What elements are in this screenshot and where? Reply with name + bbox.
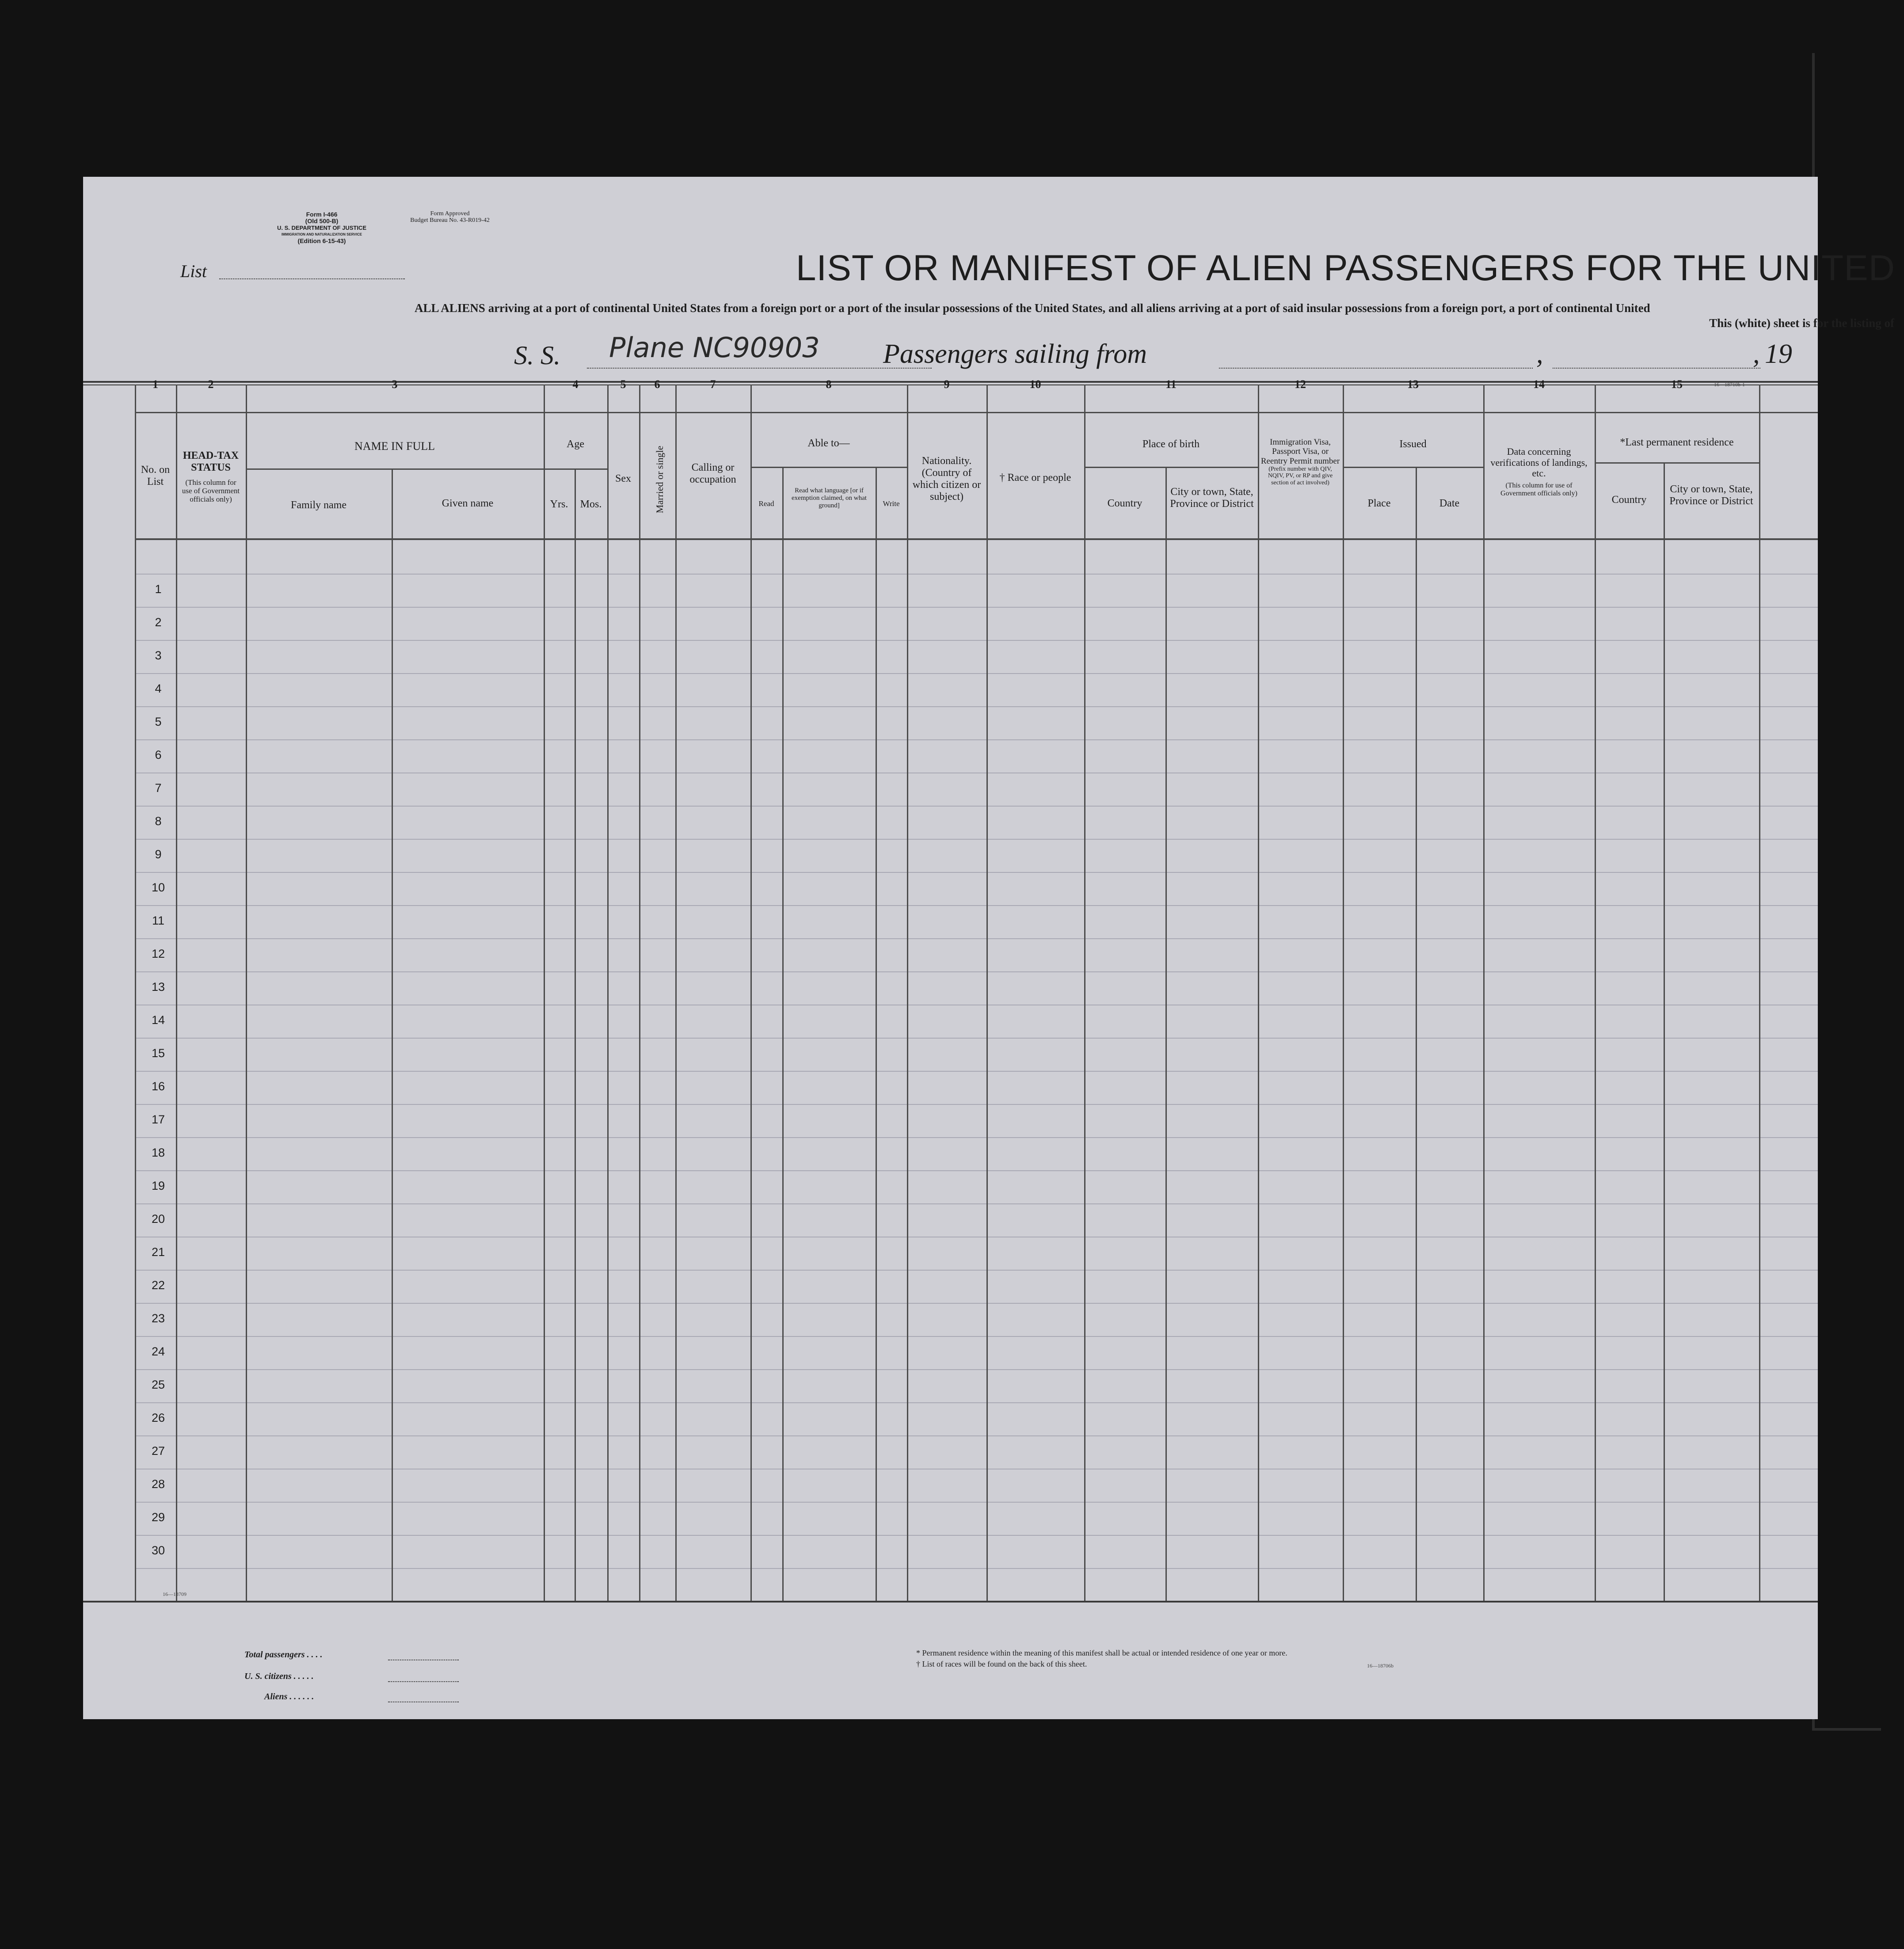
row-number: 30 (151, 1544, 165, 1557)
header-sex: Sex (615, 473, 631, 484)
header-birth-city: City or town, State, Province or District (1170, 486, 1254, 510)
department-name: U. S. DEPARTMENT OF JUSTICE (277, 225, 366, 231)
footnote-races: † List of races will be found on the back of this sheet. (916, 1660, 1087, 1668)
header-read: Read (758, 499, 774, 508)
row-number: 10 (151, 881, 165, 894)
form-code-footnote: 16—18706b (1367, 1663, 1394, 1669)
us-citizens-label: U. S. citizens . . . . . (244, 1671, 314, 1681)
row-number: 6 (155, 748, 162, 761)
arrival-text: ALL ALIENS arriving at a port of continental United States from a foreign port or a port of the insular possessions of the United States, and all aliens arriving at a port of said insular possessions from a foreign port, a port of continental United (415, 301, 1650, 315)
sailing-from-label: Passengers sailing from (883, 339, 1147, 369)
row-number: 22 (151, 1279, 165, 1292)
row-number: 24 (151, 1345, 165, 1358)
column-number: 2 (208, 378, 214, 391)
ship-name-field[interactable] (587, 368, 932, 369)
column-number: 12 (1295, 378, 1306, 391)
service-name: IMMIGRATION AND NATURALIZATION SERVICE (281, 232, 362, 236)
row-number: 26 (151, 1411, 165, 1424)
list-number-field[interactable] (219, 278, 405, 279)
header-no-on-list: No. on List (141, 464, 170, 487)
form-code-top: 16—18710b-1 (1714, 381, 1745, 388)
approval-line: Form Approved (430, 210, 470, 217)
residence-subheader-rule (1595, 462, 1759, 464)
comma: , (1753, 339, 1760, 369)
column-number: 6 (654, 378, 660, 391)
data-verif-title: Data concerning verifications of landings, etc. (1490, 446, 1588, 479)
header-able-to: Able to— (807, 438, 850, 449)
total-passengers-label: Total passengers . . . . (244, 1650, 323, 1660)
aliens-label: Aliens . . . . . . (264, 1692, 314, 1702)
row-number: 1 (155, 582, 162, 596)
row-number: 2 (155, 616, 162, 629)
footnote-permanent-residence: * Permanent residence within the meaning of this manifest shall be actual or intended residence of one year or more. (916, 1648, 1287, 1657)
arrival-instructions (415, 301, 1894, 331)
row-number: 4 (155, 682, 162, 695)
header-age-years: Yrs. (550, 499, 568, 510)
comma: , (1536, 339, 1543, 369)
row-number: 18 (151, 1146, 165, 1159)
manifest-title: LIST OR MANIFEST OF ALIEN PASSENGERS FOR THE UNITED (796, 248, 1895, 288)
row-number: 9 (155, 848, 162, 861)
year-prefix: 19 (1765, 339, 1792, 369)
header-data-verifications (1489, 446, 1589, 498)
column-number: 14 (1533, 378, 1545, 391)
sailing-port-field[interactable] (1219, 368, 1533, 369)
row-number: 19 (151, 1179, 165, 1192)
header-place-of-birth: Place of birth (1142, 438, 1200, 450)
form-code-bottom: 16—18709 (163, 1591, 187, 1597)
column-number: 5 (620, 378, 626, 391)
header-issued: Issued (1399, 438, 1427, 450)
header-head-tax (179, 450, 242, 503)
header-age: Age (567, 438, 584, 450)
column-number: 10 (1029, 378, 1041, 391)
header-age-months: Mos. (580, 499, 602, 510)
row-number: 20 (151, 1212, 165, 1226)
row-number: 7 (155, 781, 162, 795)
header-married-single: Married or single (654, 445, 665, 514)
row-number: 11 (152, 914, 165, 927)
header-visa (1260, 438, 1340, 487)
row-number: 3 (155, 649, 162, 662)
column-number: 1 (152, 378, 158, 391)
birth-subheader-rule (1084, 467, 1258, 468)
row-number: 17 (151, 1113, 165, 1126)
row-number: 25 (151, 1378, 165, 1391)
row-number: 5 (155, 715, 162, 728)
row-number: 28 (151, 1477, 165, 1491)
manifest-sheet (83, 177, 1895, 1719)
header-calling-occupation: Calling or occupation (689, 462, 736, 485)
header-family-name: Family name (291, 499, 347, 511)
header-nationality: Nationality. (Country of which citizen or subject) (912, 455, 981, 502)
column-number: 11 (1165, 378, 1177, 391)
header-last-residence: *Last permanent residence (1620, 437, 1734, 448)
row-number: 16 (151, 1080, 165, 1093)
white-sheet-note: This (white) sheet is for the listing of (1709, 316, 1894, 330)
able-to-subheader-rule (750, 467, 907, 468)
row-number: 14 (151, 1013, 165, 1027)
row-number: 15 (151, 1047, 165, 1060)
column-number: 3 (392, 378, 398, 391)
form-old-number: (Old 500-B) (305, 217, 339, 225)
column-number: 15 (1671, 378, 1683, 391)
header-residence-country: Country (1611, 494, 1647, 506)
form-edition: (Edition 6-15-43) (297, 237, 346, 244)
row-number: 21 (151, 1245, 165, 1259)
ship-name-handwritten: Plane NC90903 (609, 331, 820, 364)
header-birth-country: Country (1107, 498, 1142, 509)
header-residence-city: City or town, State, Province or District (1669, 483, 1753, 507)
column-number: 7 (710, 378, 716, 391)
head-tax-note: (This column for use of Government officials only) (182, 478, 240, 503)
visa-title: Immigration Visa, Passport Visa, or Reentry Permit number (1260, 438, 1340, 466)
row-number: 27 (151, 1444, 165, 1458)
table-bottom-rule (83, 1601, 1818, 1603)
header-issued-date: Date (1439, 498, 1460, 509)
row-number: 29 (151, 1511, 165, 1524)
data-verif-note: (This column for use of Government officials only) (1500, 481, 1577, 497)
header-name-in-full: NAME IN FULL (354, 440, 435, 453)
head-tax-title: HEAD-TAX STATUS (183, 450, 239, 473)
header-read-language: Read what language [or if exemption claimed, on what ground] (792, 487, 867, 509)
issued-subheader-rule (1343, 467, 1483, 468)
row-number: 8 (155, 815, 162, 828)
name-subheader-rule (246, 468, 544, 470)
column-number: 4 (572, 378, 579, 391)
header-given-name: Given name (442, 498, 494, 509)
header-race: † Race or people (999, 472, 1071, 483)
budget-approval (362, 210, 538, 224)
visa-note: (Prefix number with QIV, NQIV, PV, or RP and give section of act involved) (1268, 465, 1333, 487)
row-number: 12 (151, 947, 165, 960)
header-issued-place: Place (1367, 498, 1391, 509)
column-number: 8 (826, 378, 832, 391)
list-label: List (180, 261, 207, 281)
us-citizens-field[interactable] (388, 1681, 459, 1682)
column-number: 13 (1407, 378, 1419, 391)
header-write: Write (883, 499, 900, 508)
column-number: 9 (944, 378, 950, 391)
row-number: 13 (151, 980, 165, 994)
header-bottom-rule (136, 538, 1818, 540)
form-number: Form I-466 (306, 211, 338, 218)
column-number-rule (136, 412, 1818, 413)
row-number: 23 (151, 1312, 165, 1325)
sailing-date-field[interactable] (1553, 368, 1760, 369)
ss-label: S. S. (514, 341, 560, 370)
budget-bureau-number: Budget Bureau No. 43-R019-42 (410, 217, 490, 224)
